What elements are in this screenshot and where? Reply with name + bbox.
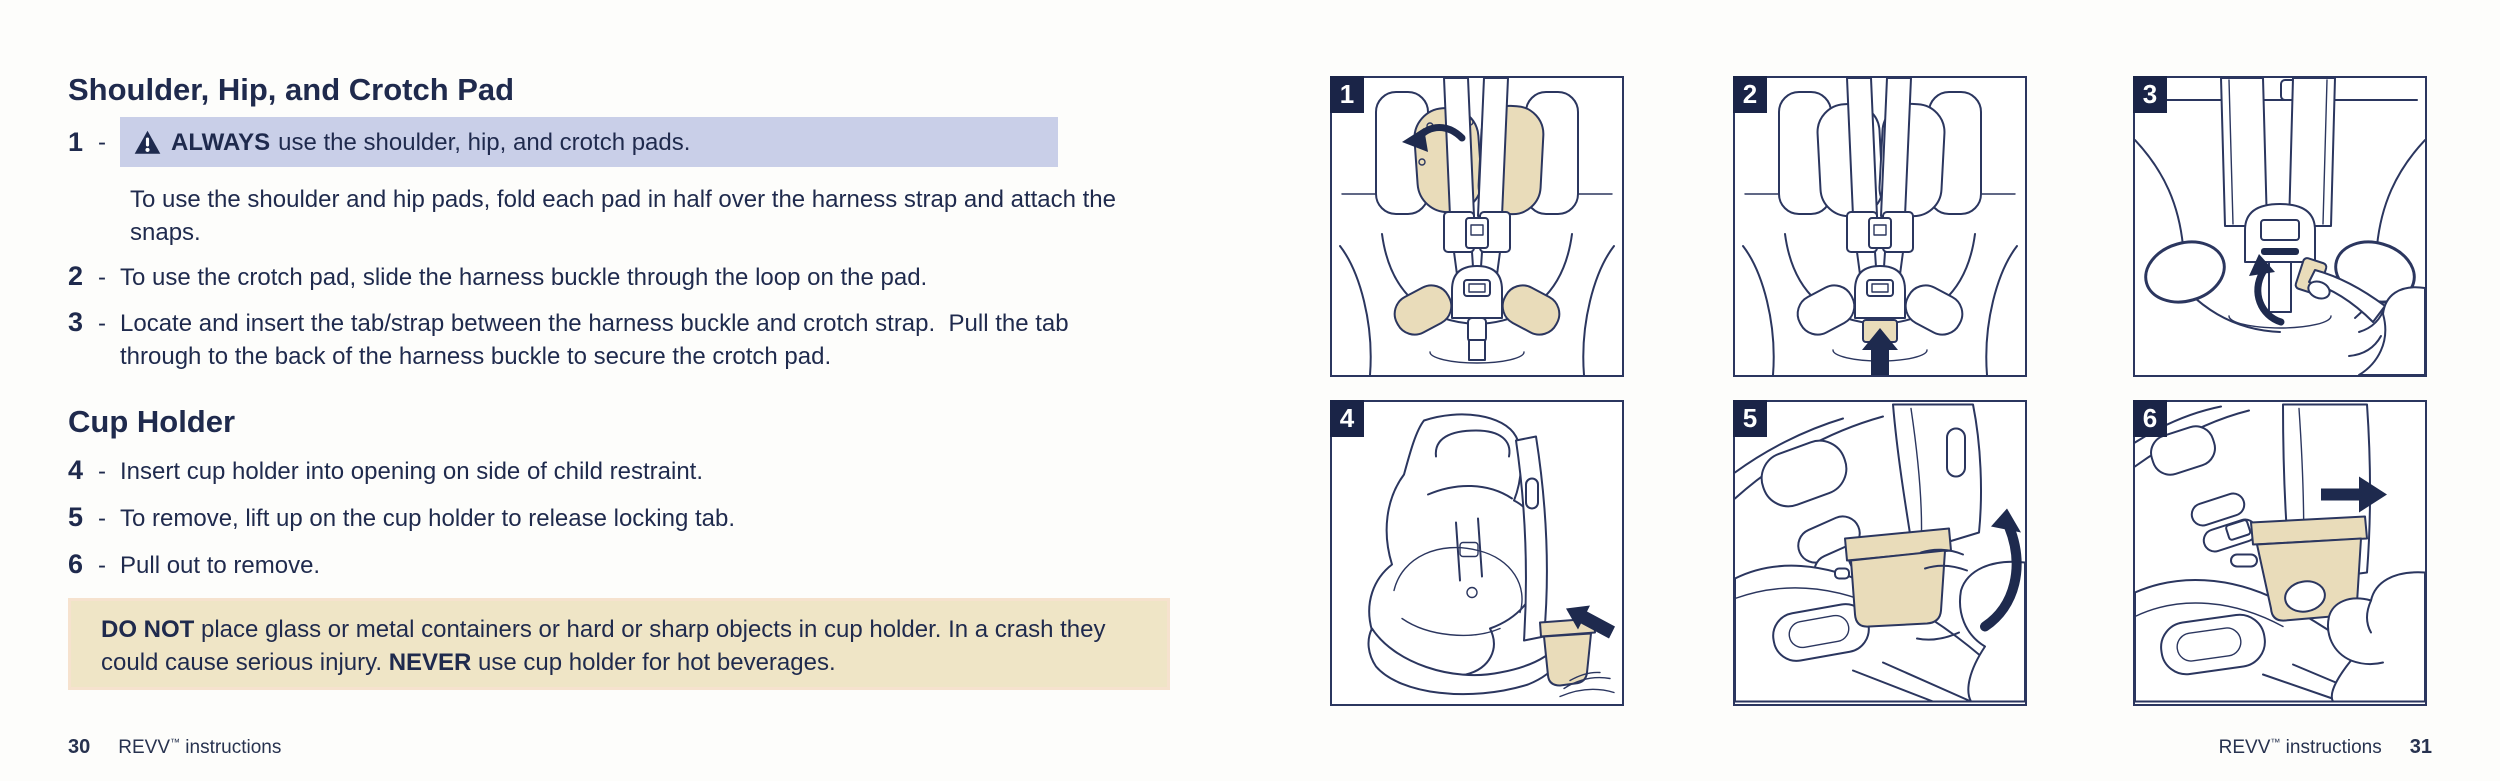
fig-2-crotch-pad-illustration xyxy=(1735,78,2025,375)
step-dash: - xyxy=(98,458,106,485)
warning-triangle-icon xyxy=(134,130,161,155)
page-number: 30 xyxy=(68,736,91,758)
warning-text-1: place glass or metal containers or hard or sharp objects in cup holder. In a crash they could cause serious injury. xyxy=(101,616,1106,676)
fig-4-cup-holder-insert-illustration xyxy=(1332,402,1622,704)
figure-box-6 xyxy=(2133,400,2427,706)
step-number: 2 xyxy=(68,261,84,291)
step-number: 4 xyxy=(68,455,84,485)
figure-box-3 xyxy=(2133,76,2427,377)
cup-holder xyxy=(1544,634,1591,686)
figure-number-badge: 1 xyxy=(1330,76,1364,113)
warning-bold-never: NEVER xyxy=(388,649,472,676)
step-number: 6 xyxy=(68,549,84,579)
step-text: To remove, lift up on the cup holder to release locking tab. xyxy=(120,505,736,532)
step-1-detail: To use the shoulder and hip pads, fold each pad in half over the harness strap and attach the snaps. xyxy=(130,186,1117,246)
step-number: 5 xyxy=(68,502,84,532)
trademark-symbol: ™ xyxy=(2270,737,2281,749)
step-3 xyxy=(68,306,1128,373)
section-title-pads: Shoulder, Hip, and Crotch Pad xyxy=(68,72,515,107)
figure-number-badge: 4 xyxy=(1330,400,1364,437)
fig-1-seat-front-pads-illustration xyxy=(1332,78,1622,375)
warning-text-2: use cup holder for hot beverages. xyxy=(471,649,836,676)
lift-arrow-head-icon xyxy=(1991,509,2021,533)
always-highlight xyxy=(120,117,1058,167)
step-dash: - xyxy=(98,310,106,337)
footer-brand: REVV™ instructions xyxy=(118,737,282,758)
always-bold: ALWAYS xyxy=(171,128,271,156)
figure-number-badge: 6 xyxy=(2133,400,2167,437)
step-number: 1 xyxy=(68,126,84,157)
step-dash: - xyxy=(98,128,106,156)
step-text: Insert cup holder into opening on side of child restraint. xyxy=(120,458,704,485)
step-dash: - xyxy=(98,552,106,579)
figure-number-badge: 3 xyxy=(2133,76,2167,113)
cup-holder xyxy=(1851,551,1945,627)
step-number: 3 xyxy=(68,307,84,337)
fig-3-tab-insert-illustration xyxy=(2135,78,2425,375)
fig-6-cup-holder-remove-illustration xyxy=(2135,402,2425,704)
warning-bold-do-not: DO NOT xyxy=(101,616,195,643)
locking-tab xyxy=(2231,555,2257,567)
page-number: 31 xyxy=(2409,736,2432,758)
figure-box-4 xyxy=(1330,400,1624,706)
trademark-symbol: ™ xyxy=(170,737,180,749)
step-dash: - xyxy=(98,505,106,532)
step-5 xyxy=(68,501,735,535)
step-2 xyxy=(68,260,927,294)
figure-box-2 xyxy=(1733,76,2027,377)
figure-number-badge: 5 xyxy=(1733,400,1767,437)
figure-box-1 xyxy=(1330,76,1624,377)
footer-brand: REVV™ instructions xyxy=(2218,737,2382,758)
left-page-footer xyxy=(68,736,281,759)
step-dash: - xyxy=(98,264,106,291)
step-text: To use the crotch pad, slide the harness buckle through the loop on the pad. xyxy=(120,264,928,291)
step-text: Locate and insert the tab/strap between the harness buckle and crotch strap. Pull the tab through to the back of the harness buckle to secure the crotch pad. xyxy=(120,310,1069,370)
step-text: Pull out to remove. xyxy=(120,552,321,579)
step-1 xyxy=(68,117,1058,167)
figure-number-badge: 2 xyxy=(1733,76,1767,113)
section-title-cup-holder: Cup Holder xyxy=(68,404,236,439)
figure-box-5 xyxy=(1733,400,2027,706)
cup-holder-warning-box xyxy=(68,598,1170,690)
fig-5-cup-holder-lift-illustration xyxy=(1735,402,2025,704)
step-6 xyxy=(68,548,320,582)
step-4 xyxy=(68,454,703,488)
right-page-footer xyxy=(2219,736,2432,759)
hip-pad-left xyxy=(1388,279,1458,342)
always-rest: use the shoulder, hip, and crotch pads. xyxy=(278,128,691,156)
hip-pad-right xyxy=(1496,279,1566,342)
